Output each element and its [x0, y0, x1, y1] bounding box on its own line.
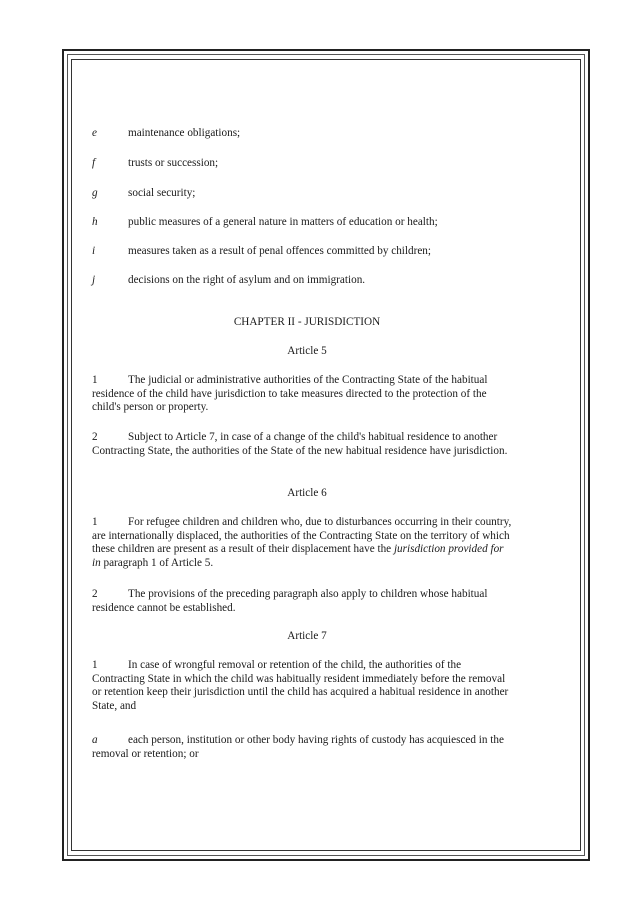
paragraph-text: each person, institution or other body having rights of custody has acquiesced in the removal or retention; or	[92, 734, 504, 760]
list-item-text: measures taken as a result of penal offences committed by children;	[128, 245, 431, 257]
list-item-text: trusts or succession;	[128, 157, 219, 169]
list-item-letter: e	[92, 127, 97, 139]
list-item-letter: g	[92, 187, 98, 199]
list-item	[92, 127, 522, 141]
paragraph	[92, 659, 512, 713]
paragraph-number: 2	[92, 431, 98, 443]
paragraph-text-italic: jurisdiction provided for in	[92, 543, 504, 569]
paragraph	[92, 734, 512, 761]
paragraph-number: 2	[92, 588, 98, 600]
list-item-text: public measures of a general nature in matters of education or health;	[128, 216, 438, 228]
list-item-letter: f	[92, 157, 96, 169]
list-item	[92, 187, 522, 201]
list-item-text: social security;	[128, 187, 196, 199]
paragraph-number: 1	[92, 516, 98, 528]
list-item-letter: h	[92, 216, 98, 228]
article-heading: Article 7	[287, 630, 327, 642]
paragraph	[92, 431, 512, 458]
list-item-text: maintenance obligations;	[128, 127, 241, 139]
list-item	[92, 245, 522, 259]
chapter-heading: CHAPTER II - JURISDICTION	[233, 316, 381, 328]
paragraph-text: Subject to Article 7, in case of a change of the child's habitual residence to another Contracting State, the authorities of the State of the new habitual residence have jurisdiction.	[92, 431, 508, 457]
article-heading: Article 6	[287, 487, 327, 499]
paragraph-text: For refugee children and children who, due to disturbances occurring in their country, are internationally displaced, the authorities of the Contracting State on the territory of which these children are present as a result of their displacement have the	[92, 516, 512, 556]
article-heading: Article 5	[287, 345, 327, 357]
list-item	[92, 157, 522, 171]
paragraph	[92, 516, 512, 570]
paragraph-text: In case of wrongful removal or retention of the child, the authorities of the Contracting State in which the child was habitually resident immediately before the removal or retention keep their jurisdiction until the child has acquired a habitual residence in another State, and	[92, 659, 509, 712]
paragraph-text: The judicial or administrative authorities of the Contracting State of the habitual residence of the child have jurisdiction to take measures directed to the protection of the child's person or property.	[92, 374, 488, 414]
paragraph	[92, 588, 512, 615]
paragraph-number: 1	[92, 659, 98, 671]
list-item-letter: j	[92, 274, 96, 286]
paragraph-text: The provisions of the preceding paragraph also apply to children whose habitual residence cannot be established.	[92, 588, 488, 614]
list-item	[92, 274, 522, 288]
list-item-letter: i	[92, 245, 96, 257]
paragraph-number: 1	[92, 374, 98, 386]
paragraph	[92, 374, 512, 415]
paragraph-text: paragraph 1 of Article 5.	[100, 556, 214, 569]
list-item-text: decisions on the right of asylum and on immigration.	[128, 274, 366, 286]
paragraph-letter: a	[92, 734, 98, 746]
list-item	[92, 216, 522, 230]
